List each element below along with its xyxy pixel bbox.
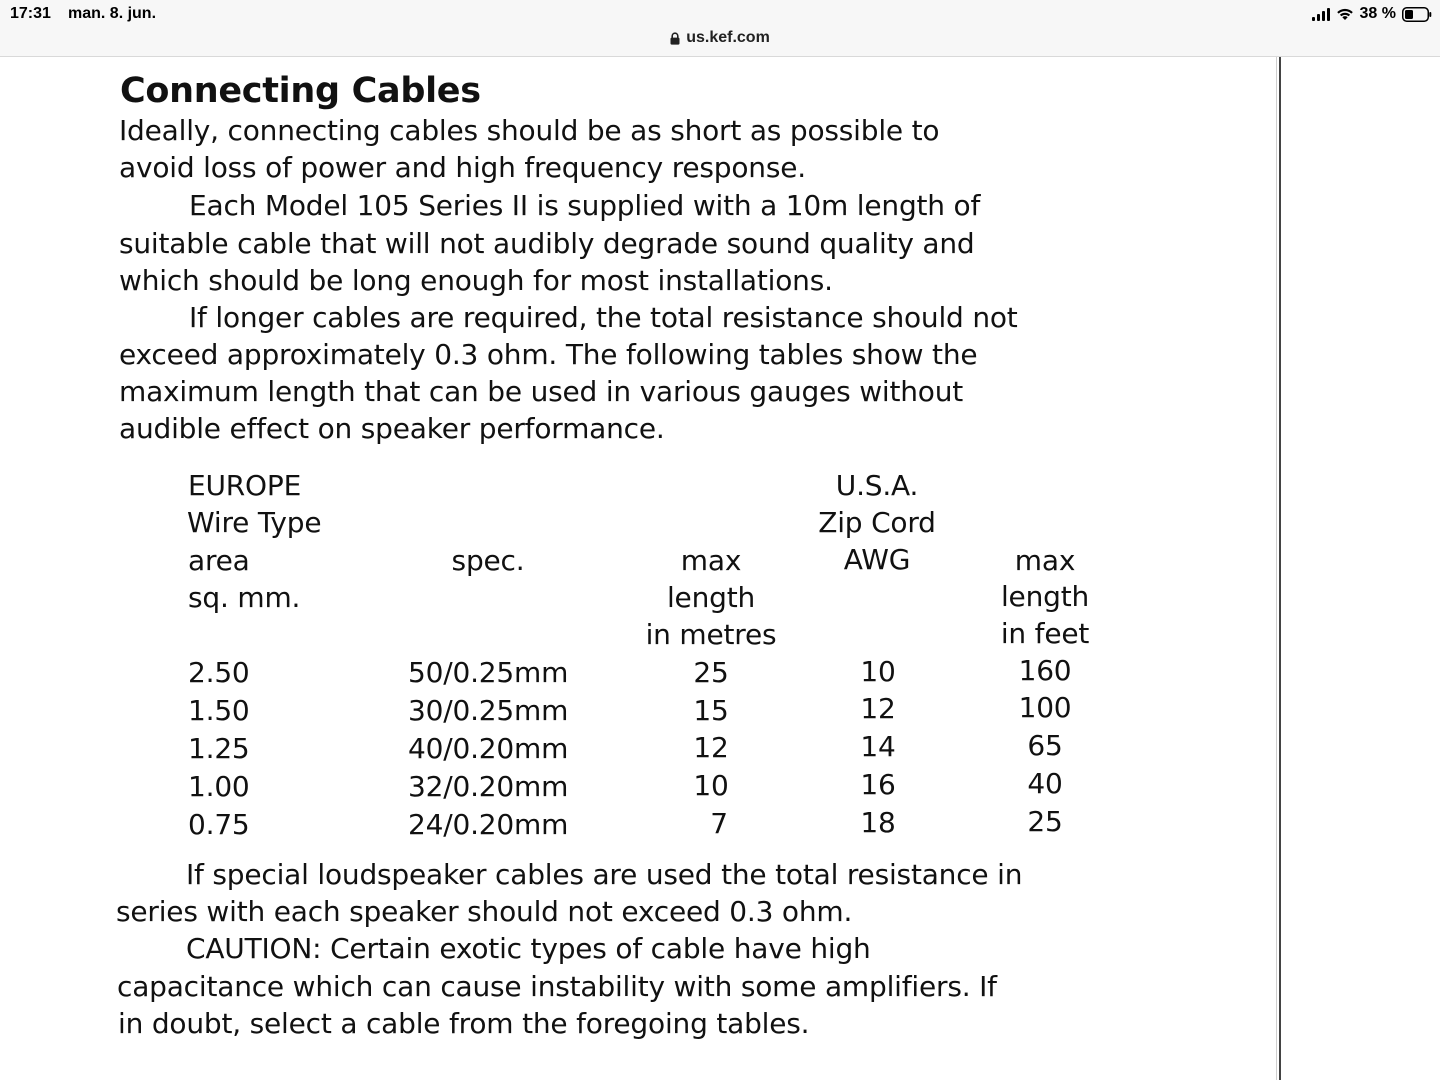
status-indicators: [1312, 4, 1432, 24]
awg-column-header: AWG: [843, 543, 911, 576]
table-cell-awg: 10: [860, 655, 896, 688]
table-cell-spec: 32/0.20mm: [408, 770, 569, 803]
scanned-document-page: [0, 57, 1440, 1080]
closing-line: If special loudspeaker cables are used the total resistance in: [186, 858, 1023, 891]
usa-subheading: Zip Cord: [818, 506, 936, 539]
table-cell-spec: 40/0.20mm: [408, 732, 569, 765]
document-title: Connecting Cables: [120, 71, 481, 111]
table-cell-feet: 100: [1018, 691, 1072, 724]
intro-line: Ideally, connecting cables should be as short as possible to: [119, 114, 940, 147]
status-bar: [0, 0, 1440, 57]
table-cell-area: 1.50: [188, 694, 250, 727]
closing-line: CAUTION: Certain exotic types of cable have high: [186, 932, 871, 965]
table-cell-feet: 160: [1018, 654, 1072, 687]
lock-icon: [670, 32, 680, 45]
table-cell-area: 2.50: [188, 656, 250, 689]
table-cell-area: 1.00: [188, 770, 250, 803]
table-cell-awg: 12: [860, 692, 896, 725]
max-feet-column-header: length: [1000, 580, 1090, 613]
table-cell-area: 0.75: [188, 808, 250, 841]
intro-line: maximum length that can be used in various gauges without: [119, 375, 964, 408]
intro-line: which should be long enough for most installations.: [119, 264, 833, 297]
intro-line: audible effect on speaker performance.: [119, 412, 665, 445]
table-cell-metres: 10: [693, 769, 729, 802]
max-metres-column-header: length: [666, 581, 756, 614]
battery-percent: 38 %: [1359, 5, 1396, 22]
max-feet-column-header: in feet: [1000, 617, 1090, 650]
table-cell-spec: 30/0.25mm: [408, 694, 569, 727]
table-cell-feet: 40: [1027, 767, 1063, 800]
area-column-header: sq. mm.: [188, 581, 301, 614]
table-cell-spec: 24/0.20mm: [408, 808, 569, 841]
intro-line: Each Model 105 Series II is supplied with a 10m length of: [189, 189, 981, 222]
max-metres-column-header: max: [680, 544, 742, 577]
status-date: man. 8. jun.: [68, 5, 157, 22]
max-metres-column-header: in metres: [645, 618, 777, 651]
closing-line: series with each speaker should not exceed 0.3 ohm.: [116, 895, 853, 928]
intro-line: exceed approximately 0.3 ohm. The following tables show the: [119, 338, 978, 371]
europe-heading: EUROPE: [188, 469, 302, 502]
intro-line: avoid loss of power and high frequency response.: [119, 151, 806, 184]
intro-line: suitable cable that will not audibly degrade sound quality and: [119, 227, 975, 260]
table-cell-awg: 16: [860, 768, 896, 801]
table-cell-metres: 7: [710, 807, 728, 840]
spec-column-header: spec.: [451, 544, 525, 577]
table-cell-metres: 12: [693, 731, 729, 764]
usa-heading: U.S.A.: [835, 469, 919, 502]
max-feet-column-header: max: [1014, 544, 1076, 577]
table-cell-metres: 25: [693, 656, 729, 689]
area-column-header: area: [188, 544, 250, 577]
intro-line: If longer cables are required, the total resistance should not: [189, 301, 1018, 334]
table-cell-area: 1.25: [188, 732, 250, 765]
europe-subheading: Wire Type: [187, 506, 322, 539]
address-bar[interactable]: [0, 27, 1440, 49]
cable-gauge-table: [0, 57, 1440, 1080]
wifi-icon: [1336, 7, 1354, 21]
table-cell-feet: 65: [1027, 729, 1063, 762]
table-cell-spec: 50/0.25mm: [408, 656, 569, 689]
battery-icon: [1402, 7, 1432, 22]
url-text[interactable]: us.kef.com: [686, 29, 770, 46]
table-cell-feet: 25: [1027, 805, 1063, 838]
table-cell-metres: 15: [693, 694, 729, 727]
table-cell-awg: 14: [860, 730, 896, 763]
closing-line: in doubt, select a cable from the foregoing tables.: [118, 1007, 810, 1040]
cellular-signal-icon: [1312, 8, 1330, 21]
closing-line: capacitance which can cause instability with some amplifiers. If: [117, 970, 997, 1003]
status-time: 17:31: [10, 5, 51, 22]
table-cell-awg: 18: [860, 806, 896, 839]
